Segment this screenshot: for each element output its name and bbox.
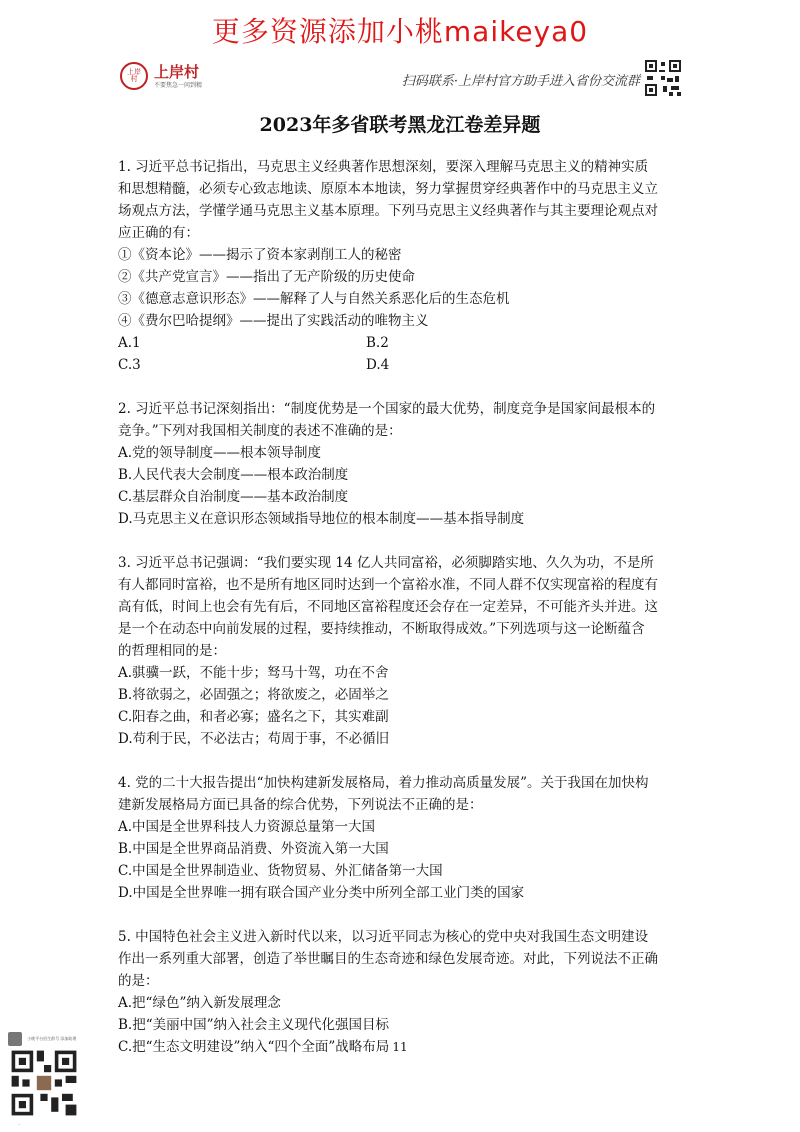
question-4-stem-line-2: 建新发展格局方面已具备的综合优势，下列说法不正确的是： — [118, 797, 483, 813]
logo-name: 上岸村 — [154, 62, 200, 81]
question-2 — [118, 398, 683, 530]
question-5-stem-line-3: 的是： — [118, 973, 159, 989]
question-2-option-c: C.基层群众自治制度——基本政治制度 — [118, 489, 349, 505]
question-2-option-a: A.党的领导制度——根本领导制度 — [118, 445, 322, 461]
logo — [120, 62, 202, 90]
question-4-option-a: A.中国是全世界科技人力资源总量第一大国 — [118, 819, 376, 835]
question-list — [118, 156, 683, 1080]
question-5-option-c: C.把“生态文明建设”纳入“四个全面”战略布局 — [118, 1039, 390, 1055]
question-1-option-b: B.2 — [366, 335, 389, 351]
qr-code-icon — [8, 1046, 80, 1120]
question-1-option-d: D.4 — [366, 357, 390, 373]
question-1-stem-line-3: 场观点方法，学懂学通马克思主义基本原理。下列马克思主义经典著作与其主要理论观点对 — [118, 203, 658, 219]
corner-caption: 小桃平台招生群号 添加助理 — [27, 1035, 77, 1041]
question-5-stem-line-1: 5. 中国特色社会主义进入新时代以来，以习近平同志为核心的党中央对我国生态文明建设 — [118, 929, 649, 945]
question-1-stem-line-2: 和思想精髓，必须专心致志地读、原原本本地读，努力掌握贯穿经典著作中的马克思主义立 — [118, 181, 658, 197]
question-3-option-b: B.将欲弱之，必固强之；将欲废之，必固举之 — [118, 687, 389, 703]
question-3-stem-line-4: 是一个在动态中向前发展的过程，要持续推动，不断取得成效。”下列选项与这一论断蕴含 — [118, 621, 645, 637]
page-title: 2023年多省联考黑龙江卷差异题 — [259, 114, 541, 136]
question-5-option-a: A.把“绿色”纳入新发展理念 — [118, 995, 281, 1011]
qr-note: 扫码联系·上岸村官方助手进入省份交流群 — [401, 74, 640, 89]
question-2-stem-line-2: 竞争。”下列对我国相关制度的表述不准确的是： — [118, 423, 402, 439]
question-3-stem-line-2: 有人都同时富裕，也不是所有地区同时达到一个富裕水准，不同人群不仅实现富裕的程度有 — [118, 577, 658, 593]
question-1-option-a: A.1 — [118, 335, 141, 351]
question-4-option-c: C.中国是全世界制造业、货物贸易、外汇储备第一大国 — [118, 863, 443, 879]
question-4-stem-line-1: 4. 党的二十大报告提出“加快构建新发展格局，着力推动高质量发展”。关于我国在加快构 — [118, 775, 649, 791]
question-1-item-1: ①《资本论》——揭示了资本家剥削工人的秘密 — [118, 247, 402, 263]
corner-footer: ·· — [18, 1122, 21, 1127]
question-3-stem-line-1: 3. 习近平总书记强调：“我们要实现 14 亿人共同富裕，必须脚踏实地、久久为功，不是所 — [118, 555, 654, 571]
question-1-stem-line-4: 应正确的有： — [118, 225, 199, 241]
question-4-option-d: D.中国是全世界唯一拥有联合国产业分类中所列全部工业门类的国家 — [118, 885, 525, 901]
question-2-stem-line-1: 2. 习近平总书记深刻指出：“制度优势是一个国家的最大优势，制度竞争是国家间最根本的 — [118, 401, 656, 417]
page-number: 11 — [392, 1040, 408, 1054]
question-1-item-3: ③《德意志意识形态》——解释了人与自然关系恶化后的生态危机 — [118, 291, 510, 307]
question-1-stem-line-1: 1. 习近平总书记指出，马克思主义经典著作思想深刻，要深入理解马克思主义的精神实质 — [118, 159, 649, 175]
question-1 — [118, 156, 683, 376]
promo-banner: 更多资源添加小桃maikeya0 — [211, 15, 589, 48]
logo-mark: 上岸 村 — [120, 62, 148, 90]
corner-header — [8, 1028, 112, 1047]
question-2-option-d: D.马克思主义在意识形态领域指导地位的根本制度——基本指导制度 — [118, 511, 525, 527]
question-4-option-b: B.中国是全世界商品消费、外资流入第一大国 — [118, 841, 389, 857]
question-2-option-b: B.人民代表大会制度——根本政治制度 — [118, 467, 349, 483]
question-3-option-d: D.苟利于民，不必法古；苟周于事，不必循旧 — [118, 731, 390, 747]
question-3-option-a: A.骐骥一跃，不能十步；驽马十驾，功在不舍 — [118, 665, 389, 681]
logo-slogan: 不要焦急一问到精 — [154, 81, 203, 89]
question-1-option-c: C.3 — [118, 357, 141, 373]
question-1-item-2: ②《共产党宣言》——指出了无产阶级的历史使命 — [118, 269, 415, 285]
question-1-item-4: ④《费尔巴哈提纲》——提出了实践活动的唯物主义 — [118, 313, 429, 329]
question-3-stem-line-3: 高有低，时间上也会有先有后，不同地区富裕程度还会存在一定差异，不可能齐头并进。这 — [118, 599, 658, 615]
question-4 — [118, 772, 683, 904]
qr-code-icon — [643, 58, 683, 98]
question-3-option-c: C.阳春之曲，和者必寡；盛名之下，其实难副 — [118, 709, 389, 725]
question-5-stem-line-2: 作出一系列重大部署，创造了举世瞩目的生态奇迹和绿色发展奇迹。对此，下列说法不正确 — [118, 951, 658, 967]
avatar — [8, 1032, 22, 1046]
question-3-stem-line-5: 的哲理相同的是： — [118, 643, 226, 659]
question-5 — [118, 926, 683, 1058]
question-5-option-b: B.把“美丽中国”纳入社会主义现代化强国目标 — [118, 1017, 390, 1033]
question-3 — [118, 552, 683, 750]
